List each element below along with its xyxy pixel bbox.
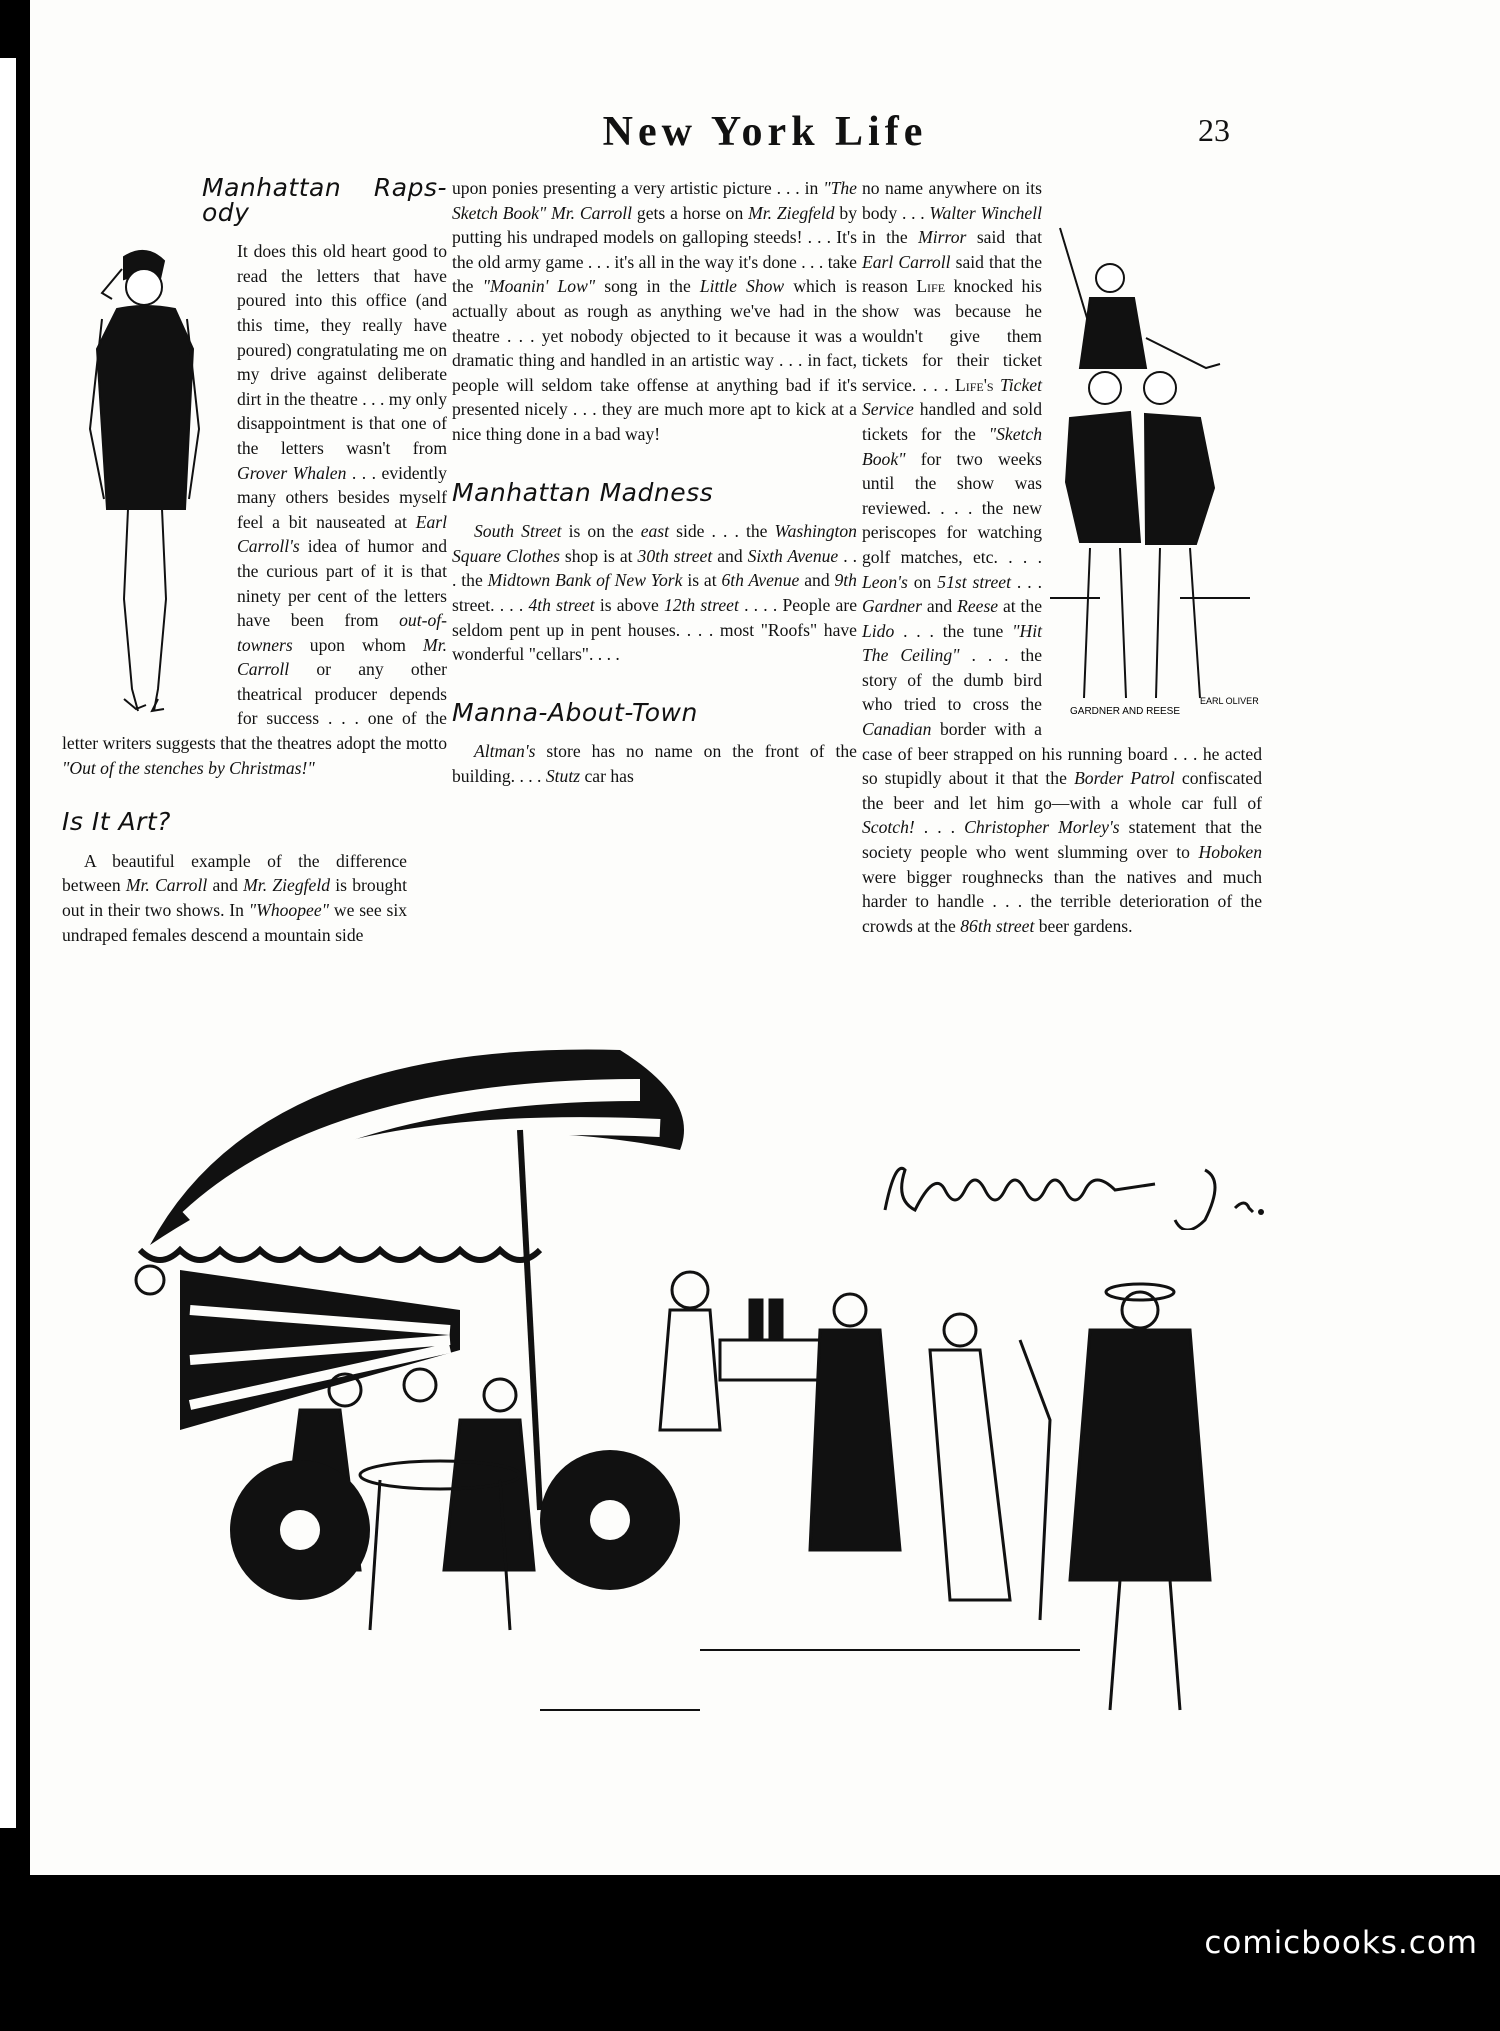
art-and: and bbox=[212, 875, 238, 896]
c3-t16: . . . bbox=[923, 817, 956, 838]
mad-t3: shop is at bbox=[564, 545, 633, 566]
raps-earl: Earl Carroll's bbox=[237, 511, 447, 557]
art-text-2: is brought out in their two shows. In bbox=[62, 875, 407, 921]
c3-t5: knocked his show was because he wouldn't give them tickets for their ticket service. . . . bbox=[862, 276, 1042, 395]
col2-sketch: "The Sketch Book" bbox=[452, 178, 857, 223]
c3-t14: border with a case of beer strapped on his running board . . . he acted so stupidly about it that the bbox=[862, 719, 1262, 789]
standing-crowd bbox=[660, 1272, 1210, 1710]
col2-text-2: gets a horse on bbox=[636, 202, 744, 223]
c3-gardner: Gardner bbox=[862, 596, 922, 617]
manna-stutz: Stutz bbox=[545, 765, 581, 786]
c3-mirror: Mirror bbox=[918, 227, 967, 248]
c3-t9: . . . bbox=[1016, 571, 1042, 592]
mad-t6: is at bbox=[687, 570, 717, 591]
mad-south: South Street bbox=[474, 521, 562, 542]
col2-text-4: song in the bbox=[604, 276, 691, 297]
mad-t8: street. . . . bbox=[452, 594, 524, 615]
manna-t1: store has no name on the front of the building. . . . bbox=[452, 741, 857, 786]
raps-text-4: upon whom bbox=[309, 634, 406, 655]
masthead: New York Life bbox=[602, 109, 928, 155]
lower-awning bbox=[180, 1270, 460, 1430]
c3-t13: . . . the story of the dumb bird who tried to cross the bbox=[862, 645, 1043, 715]
section-title-is-it-art: Is It Art? bbox=[62, 807, 171, 837]
manna-altman: Altman's bbox=[474, 741, 536, 762]
c3-earl: Earl Carroll bbox=[862, 251, 951, 272]
mad-t5: . . . the bbox=[452, 545, 858, 591]
c3-ticket: Ticket Service bbox=[862, 374, 1042, 420]
raps-mrc: Mr. Carroll bbox=[237, 634, 447, 680]
page-number: 23 bbox=[1198, 112, 1230, 148]
c3-t18: were bigger roughnecks than the natives and much harder to handle . . . the terrible deterioration of the crowds at the bbox=[862, 866, 1262, 936]
cafe-umbrella-illustration bbox=[80, 1010, 1310, 1730]
mad-t10: . . . . People are seldom pent up in pent houses. . . . most "Roofs" have wonderful "cellars". . . . bbox=[452, 594, 857, 665]
art-mrz: Mr. Ziegfeld bbox=[243, 875, 331, 896]
mad-s4: 4th street bbox=[528, 594, 595, 615]
watermark: comicbooks.com bbox=[1204, 1925, 1478, 1961]
section-title-manna: Manna-About-Town bbox=[452, 697, 698, 727]
raps-oot: out-of-towners bbox=[237, 610, 447, 655]
raps-text-2: . . . evidently many others besides myself feel a bit nauseated at bbox=[237, 462, 447, 532]
mad-sixth: Sixth Avenue bbox=[747, 545, 839, 566]
c3-walter: Walter Winchell bbox=[929, 202, 1043, 223]
c3-t17: statement that the society people who went slumming over to bbox=[862, 817, 1262, 863]
col2-little: Little Show bbox=[699, 276, 785, 297]
c3-lido: Lido bbox=[862, 620, 895, 641]
c3-t12: . . . the tune bbox=[903, 620, 1004, 641]
c3-scotch: Scotch! bbox=[862, 817, 915, 838]
c3-t11: at the bbox=[1002, 596, 1043, 617]
c3-patrol: Border Patrol bbox=[1074, 768, 1175, 789]
column-2 bbox=[452, 176, 857, 788]
manna-t2: car has bbox=[584, 765, 634, 786]
mad-east: east bbox=[640, 521, 670, 542]
mad-s9: 9th bbox=[834, 570, 857, 591]
c3-t7: for two weeks until the show was reviewed. . . . the new periscopes for watching golf matches, etc. . . . bbox=[862, 448, 1043, 567]
raps-grover: Grover Whalen bbox=[237, 462, 347, 483]
c3-morley: Christopher Morley's bbox=[964, 817, 1120, 838]
c3-lifes: Life's bbox=[954, 374, 994, 395]
c3-t10: and bbox=[926, 596, 953, 617]
c3-t8: on bbox=[913, 571, 932, 592]
illustrator-signature: EARL OLIVER bbox=[1200, 696, 1259, 706]
raps-motto: "Out of the stenches by Christmas!" bbox=[62, 757, 315, 778]
column-3 bbox=[862, 176, 1262, 938]
col2-text-5: which is actually about as rough as anything we've had in the theatre . . . yet nobody objected to it because it was a dramatic thing and handled in an artistic way . . . in fact, people will seldom take offense at anything bad if it's presented nicely . . . they are much more apt to kick at a nice thing done in a bad way! bbox=[452, 276, 858, 444]
mad-t4: and bbox=[717, 545, 743, 566]
mad-s30: 30th street bbox=[637, 545, 713, 566]
three-men-illustration bbox=[1050, 218, 1262, 718]
c3-leons: Leon's bbox=[862, 571, 908, 592]
ground-line bbox=[540, 1650, 1080, 1710]
raps-text-5: or any other theatrical producer depends for success . . . one of the letter writers suggests that the theatres adopt the motto bbox=[62, 659, 447, 754]
art-mrc: Mr. Carroll bbox=[125, 875, 208, 896]
c3-t6: handled and sold tickets for the bbox=[862, 399, 1042, 444]
section-title-madness: Manhattan Madness bbox=[452, 477, 714, 507]
mad-s12: 12th street bbox=[663, 594, 739, 615]
c3-life: Life bbox=[916, 276, 946, 297]
c3-t15: confiscated the beer and let him go—with a whole car full of bbox=[862, 768, 1263, 813]
flapper-woman-illustration bbox=[62, 239, 227, 724]
c3-reese: Reese bbox=[957, 596, 999, 617]
mad-t2: side . . . the bbox=[676, 521, 768, 542]
mad-bank: Midtown Bank of New York bbox=[487, 570, 683, 591]
mad-wsc: Washington Square Clothes bbox=[452, 521, 857, 566]
c3-sketch: "Sketch Book" bbox=[862, 423, 1042, 469]
col2-mrz: Mr. Ziegfeld bbox=[748, 202, 835, 223]
c3-t3: said that bbox=[976, 227, 1042, 248]
mad-t9: is above bbox=[599, 594, 659, 615]
mad-t1: is on the bbox=[568, 521, 634, 542]
col2-text-3: by putting his undraped models on galloping steeds! . . . It's the old army game . . . it's all in the way it's done . . . take the bbox=[452, 202, 857, 297]
raps-text-3: idea of humor and the curious part of it is that ninety per cent of the letters have been from bbox=[237, 536, 447, 631]
col2-moanin: "Moanin' Low" bbox=[482, 276, 596, 297]
c3-t2: in the bbox=[862, 227, 908, 248]
c3-hoboken: Hoboken bbox=[1198, 842, 1262, 863]
facing-page-edge bbox=[0, 58, 16, 1828]
art-text-1: A beautiful example of the difference between bbox=[62, 850, 407, 896]
c3-s86: 86th street bbox=[960, 915, 1035, 936]
col2-mrc: Mr. Carroll bbox=[551, 202, 633, 223]
column-1 bbox=[62, 173, 447, 947]
illustration-credit: GARDNER AND REESE bbox=[1070, 706, 1181, 717]
bar-counter bbox=[720, 1300, 830, 1380]
c3-hit: "Hit The Ceiling" bbox=[862, 620, 1042, 666]
art-text-3: we see six undraped females descend a mountain side bbox=[62, 900, 408, 945]
c3-canadian: Canadian bbox=[862, 719, 932, 740]
raps-text-1: It does this old heart good to read the letters that have poured into this office (and this time, they really have poured) congratulating me on my drive against deliberate dirt in the theatre . . . my only disappointment is that one of the letters wasn't from bbox=[237, 241, 447, 458]
magazine-page bbox=[30, 0, 1500, 1875]
mad-ave6: 6th Avenue bbox=[721, 570, 800, 591]
c3-t19: beer gardens. bbox=[1038, 915, 1133, 936]
c3-s51: 51st street bbox=[937, 571, 1011, 592]
mad-t7: and bbox=[804, 570, 830, 591]
c3-t4: said that the reason bbox=[862, 251, 1042, 297]
col2-text-1: upon ponies presenting a very artistic picture . . . in bbox=[452, 178, 819, 198]
section-title-rapsody: Manhattan Raps-ody bbox=[202, 173, 447, 227]
c3-t1: no name anywhere on its body . . . bbox=[862, 178, 1042, 223]
art-whoopee: "Whoopee" bbox=[248, 900, 330, 921]
